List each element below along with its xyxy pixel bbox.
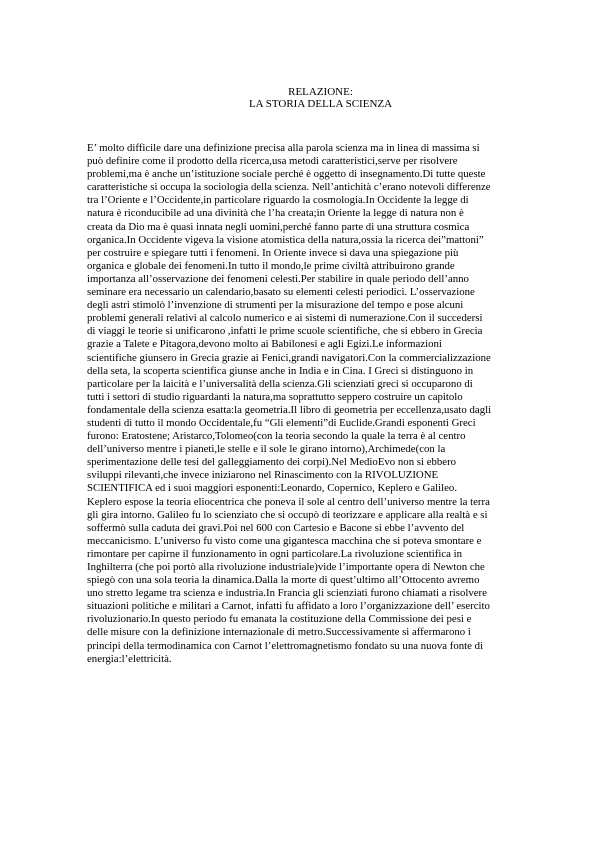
- body-line: di viaggi le teorie si unificarono ,infatti le prime scuole scientifiche, che si ebbero in Grecia: [87, 325, 483, 338]
- body-line: particolare per la laicità e l’universalità della scienza.Gli scienziati greci si occuparono di: [87, 377, 473, 390]
- body-line: creata da Dio ma è quasi innata negli uomini,perché fanno parte di una struttura cosmica: [87, 220, 470, 233]
- body-line: situazioni politiche e militari a Carnot, infatti fu affidato a loro l’organizzazione dell’ esercito: [87, 600, 490, 613]
- body-line: Inghilterra (che poi portò alla rivoluzione industriale)vide l’importante opera di Newton che: [87, 561, 485, 573]
- body-line: importanza all’osservazione dei fenomeni celesti.Per stabilire in quale periodo dell’anno: [87, 272, 469, 285]
- body-line: seminare era necessario un calendario,basato su elementi celesti periodici. L’osservazione: [87, 286, 475, 299]
- title-line-relazione: RELAZIONE:: [288, 86, 353, 98]
- body-line: tutti i settori di studio riguardanti la natura,ma soprattutto seppero costruire un capitolo: [87, 390, 463, 403]
- body-line: energia:l’elettricità.: [87, 652, 172, 665]
- body-line: meccanicismo. L’universo fu visto come una gigantesca macchina che si poteva smontare e: [87, 534, 482, 547]
- body-line: delle misure con la definizione internazionale di metro.Successivamente si affermarono i: [87, 626, 471, 639]
- body-line: natura è riconducibile ad una divinità che l’ha creata;in Oriente la legge di natura non è: [87, 207, 464, 220]
- title-line-subject: LA STORIA DELLA SCIENZA: [248, 98, 393, 110]
- document-title: [0, 86, 596, 110]
- body-line: soffermò sulla caduta dei gravi.Poi nel 600 con Cartesio e Bacone si ebbe l’avvento del: [87, 521, 465, 534]
- body-line: spiegò con una sola teoria la dinamica.Dalla la morte di quest’ultimo all’Ottocento avremo: [87, 574, 480, 587]
- body-line: furono: Eratostene; Aristarco,Tolomeo(con la teoria secondo la quale la terra è al centro: [87, 430, 466, 443]
- body-line: sperimentazione delle tesi del galleggiamento dei corpi).Nel MedioEvo non si ebbero: [87, 456, 457, 469]
- body-line: organica.In Occidente vigeva la visione atomistica della natura,ossia la ricerca dei”mattoni”: [87, 233, 484, 246]
- body-line: rivoluzionario.In questo periodo fu emanata la costituzione della Commissione dei pesi e: [87, 613, 472, 626]
- body-line: sviluppi rilevanti,che invece iniziarono nel Rinascimento con la RIVOLUZIONE: [87, 469, 439, 482]
- body-line: grazie a Talete e Pitagora,devono molto ai Babilonesi e agli Egizi.Le informazioni: [87, 338, 442, 351]
- body-line: della seta, la scoperta scientifica giunse anche in India e in Cina. I Greci si distinguono in: [87, 364, 474, 377]
- body-line: Keplero espose la teoria eliocentrica che poneva il sole al centro dell’universo mentre la terra: [87, 495, 490, 508]
- body-line: degli astri stimolò l’invenzione di strumenti per la misurazione del tempo e pose alcuni: [87, 299, 464, 312]
- body-line: gli gira intorno. Galileo fu lo scienziato che si occupò di teorizzare e applicare alla realtà e si: [87, 508, 488, 521]
- body-line: dell’universo mentre i pianeti,le stelle e il sole le girano intorno),Archimede(con la: [87, 443, 446, 456]
- body-line: principi della termodinamica con Carnot l’elettromagnetismo fondato su una nuova fonte di: [87, 639, 484, 652]
- body-line: SCIENTIFICA ed i suoi maggiori esponenti:Leonardo, Copernico, Keplero e Galileo.: [87, 482, 458, 495]
- body-line: E’ molto difficile dare una definizione precisa alla parola scienza ma in linea di massima si: [87, 142, 480, 154]
- body-line: rimontare per capirne il funzionamento in ogni particolare.La rivoluzione scientifica in: [87, 547, 463, 560]
- body-line: problemi generali relativi al calcolo numerico e ai sistemi di numerazione.Con il succedersi: [87, 312, 483, 325]
- body-line: può definire come il prodotto della ricerca,usa metodi caratteristici,serve per risolvere: [87, 155, 458, 168]
- body-line: organica e globale dei fenomeni.In tutto il mondo,le prime civiltà attribuirono grande: [87, 259, 455, 272]
- body-line: caratteristiche si occupa la sociologia della scienza. Nell’antichità c’erano notevoli differenze: [87, 181, 491, 194]
- body-line: studenti di tutto il mondo Occidentale,fu “Gli elementi”di Euclide.Grandi esponenti Greci: [87, 416, 476, 429]
- body-line: scientifiche giunsero in Grecia grazie ai Fenici,grandi navigatori.Con la commercializzazione: [87, 351, 491, 364]
- body-line: uno stretto legame tra scienza e industria.In Francia gli scienziati furono chiamati a risolvere: [87, 587, 487, 600]
- body-paragraph: [87, 142, 527, 666]
- body-line: tra l’Oriente e l’Occidente,in particolare riguardo la cosmologia.In Occidente la legge di: [87, 194, 469, 207]
- body-line: per costruire e spiegare tutti i fenomeni. In Oriente invece si dava una spiegazione più: [87, 246, 459, 259]
- body-line: fondamentale della scienza esatta:la geometria.Il libro di geometria per eccellenza,usato dagli: [87, 403, 492, 416]
- body-line: problemi,ma è anche un’istituzione sociale perché è oggetto di insegnamento.Di tutte queste: [87, 168, 486, 181]
